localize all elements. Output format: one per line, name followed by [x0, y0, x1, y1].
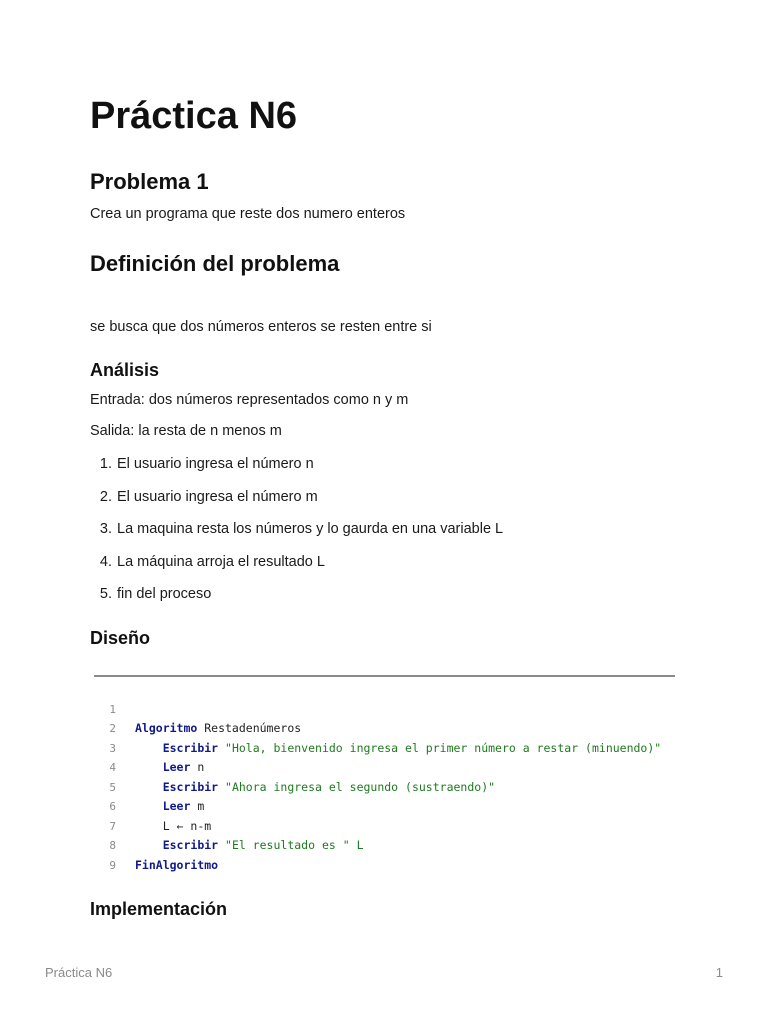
code-line	[94, 680, 675, 735]
line-number: 8	[109, 839, 116, 852]
line-number: 5	[109, 780, 116, 794]
line-number: 1	[109, 702, 116, 716]
analysis-heading: Análisis	[90, 360, 160, 380]
code-keyword: Algoritmo	[135, 721, 198, 735]
code-keyword: Escribir	[162, 779, 219, 794]
code-keyword: Leer	[162, 760, 191, 774]
list-item-number: 5.	[99, 586, 112, 602]
code-keyword: Leer	[162, 799, 191, 813]
code-keyword: Escribir	[162, 838, 219, 852]
list-item-text: El usuario ingresa el número n	[117, 456, 314, 472]
page-title: Práctica N6	[90, 95, 298, 137]
line-number: 4	[109, 761, 116, 774]
design-heading: Diseño	[90, 628, 151, 648]
list-item-number: 2.	[99, 488, 112, 505]
implementation-heading: Implementación	[90, 899, 228, 919]
list-item-text: fin del proceso	[117, 586, 212, 602]
line-number: 7	[109, 819, 116, 833]
code-source	[135, 856, 218, 876]
line-number: 9	[109, 858, 116, 872]
problem-heading: Problema 1	[90, 169, 209, 194]
input-text: Entrada: dos números representados como n y m	[90, 392, 409, 408]
list-item-number: 1.	[99, 456, 112, 472]
line-number: 6	[109, 800, 116, 813]
code-text: m	[190, 799, 205, 813]
line-number: 2	[109, 722, 116, 735]
code-block	[94, 675, 675, 872]
footer-title: Práctica N6	[45, 965, 113, 980]
code-string: "El resultado es " L	[218, 838, 364, 852]
code-string: "Hola, bienvenido ingresa el primer número a restar (minuendo)"	[218, 740, 662, 755]
code-string: "Ahora ingresa el segundo (sustraendo)"	[218, 779, 496, 794]
list-item-number: 3.	[99, 521, 112, 537]
list-item-text: La máquina arroja el resultado L	[117, 553, 325, 570]
list-item-text: El usuario ingresa el número m	[117, 488, 318, 505]
problem-text: Crea un programa que reste dos numero enteros	[90, 206, 406, 222]
definition-text: se busca que dos números enteros se resten entre si	[90, 319, 432, 335]
code-text: L ← n-m	[162, 818, 212, 833]
code-keyword: FinAlgoritmo	[135, 857, 219, 872]
list-item-number: 4.	[99, 553, 112, 570]
definition-heading: Definición del problema	[90, 251, 340, 276]
code-text: Restadenúmeros	[197, 721, 302, 735]
output-text: Salida: la resta de n menos m	[90, 423, 282, 439]
code-keyword: Escribir	[162, 740, 219, 755]
line-number: 3	[109, 741, 116, 755]
list-item-text: La maquina resta los números y lo gaurda en una variable L	[117, 521, 504, 537]
page-number: 1	[715, 965, 723, 980]
code-text: n	[190, 760, 205, 774]
